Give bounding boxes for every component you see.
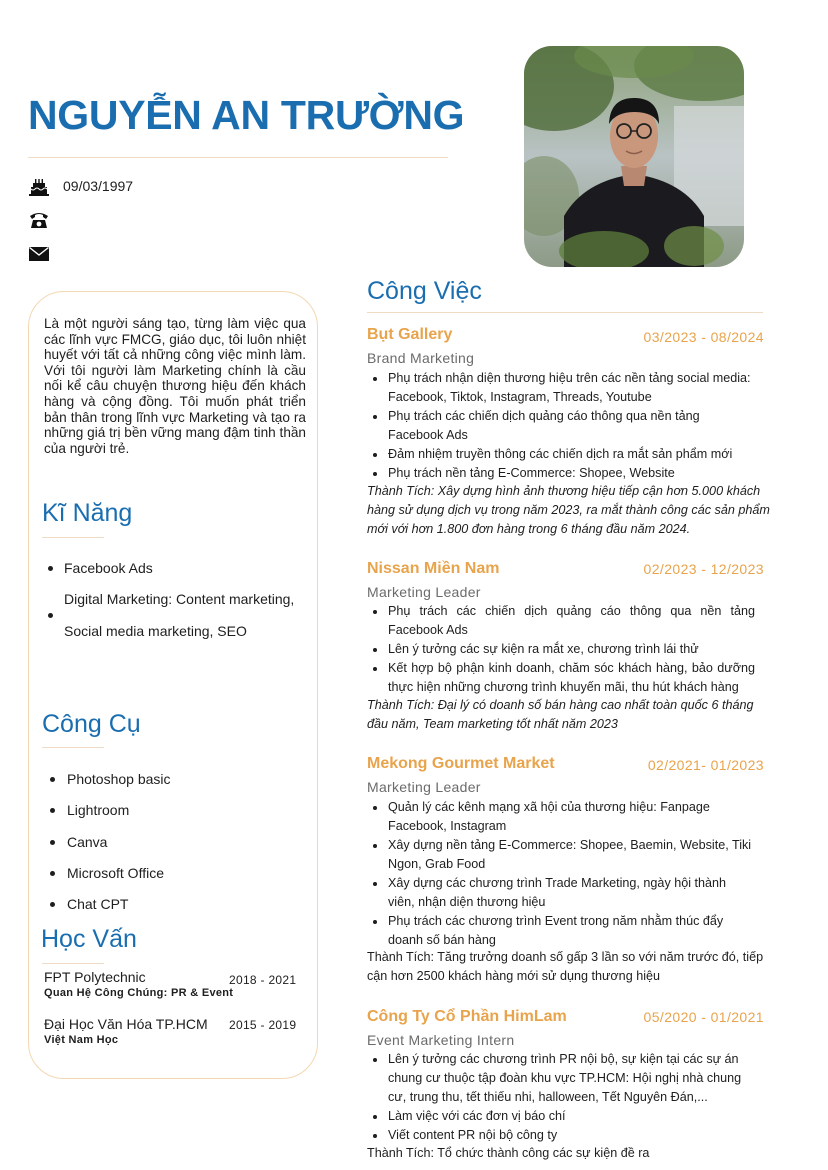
profile-photo (524, 46, 744, 267)
job-duty: Phụ trách các chương trình Event trong năm nhằm thúc đẩy doanh số bán hàng (367, 912, 755, 950)
skill-item: Digital Marketing: Content marketing, Social media marketing, SEO (42, 584, 310, 647)
job-duty: Lên ý tưởng các sự kiện ra mắt xe, chương trình lái thử (367, 640, 755, 659)
edu-major: Việt Nam Học (44, 1034, 119, 1046)
tool-item: Photoshop basic (44, 764, 304, 795)
tool-item: Lightroom (44, 795, 304, 826)
job-dates: 02/2021- 01/2023 (647, 757, 764, 773)
work-divider (367, 312, 763, 313)
job-duty: Viết content PR nội bộ công ty (367, 1126, 755, 1145)
job-duty: Lên ý tưởng các chương trình PR nội bộ, sự kiện tại các sự án chung cư thuộc tập đoàn khu vực TP.HCM: Hội nghị nhà chung cư, trung thu, tết thiếu nhi, halloween, Tết Nguyên Đán,... (367, 1050, 755, 1107)
email-row (28, 243, 63, 265)
job-duty: Xây dựng các chương trình Trade Marketing, ngày hội thành viên, nhận diện thương hiệu (367, 874, 755, 912)
about-me-text: Là một người sáng tạo, từng làm việc qua các lĩnh vực FMCG, giáo dục, tôi luôn nhiệt huyết với tất cả những công việc mình làm. Với tôi người làm Marketing chính là cầu nối kể câu chuyện thương hiệu đến khách hàng và cộng đồng. Tôi muốn phát triển bản thân trong lĩnh vực Marketing và tạo ra những giá trị bền vững mang đậm tinh thần của người trẻ. (44, 316, 306, 456)
tools-list (44, 764, 304, 920)
skills-divider (42, 537, 104, 538)
job-duty: Quản lý các kênh mạng xã hội của thương hiệu: Fanpage Facebook, Instagram (367, 798, 755, 836)
job-duties (367, 798, 755, 950)
job-company: Bụt Gallery (367, 326, 453, 343)
job-company: Mekong Gourmet Market (367, 755, 555, 772)
job-duty: Phụ trách nền tảng E-Commerce: Shopee, Website (367, 464, 755, 483)
work-title: Công Việc (367, 277, 482, 305)
envelope-icon (28, 244, 50, 264)
job-duties (367, 602, 755, 697)
job-duties (367, 369, 755, 483)
job-duty: Xây dựng nền tảng E-Commerce: Shopee, Baemin, Website, Tiki Ngon, Grab Food (367, 836, 755, 874)
birthday-row (28, 175, 133, 197)
job-achievement: Thành Tích: Tổ chức thành công các sự kiện đề ra (367, 1146, 650, 1160)
education-divider (42, 963, 104, 964)
job-role: Marketing Leader (367, 779, 481, 795)
skill-item: Facebook Ads (42, 553, 310, 584)
education-title: Học Vấn (41, 925, 137, 953)
job-role: Marketing Leader (367, 584, 481, 600)
job-dates: 02/2023 - 12/2023 (643, 561, 764, 577)
job-duty: Làm việc với các đơn vị báo chí (367, 1107, 755, 1126)
job-dates: 03/2023 - 08/2024 (643, 329, 764, 345)
edu-school: Đại Học Văn Hóa TP.HCM (44, 1016, 208, 1032)
job-achievement: Thành Tích: Xây dựng hình ảnh thương hiệu tiếp cận hơn 5.000 khách hàng sử dụng dịch vụ trong năm 2023, ra mắt thành công các sản phẩm mới với hơn 1.800 đơn hàng trong 6 tháng đầu năm 2024. (367, 484, 770, 536)
job-role: Event Marketing Intern (367, 1032, 515, 1048)
tools-title: Công Cụ (42, 710, 141, 738)
edu-school: FPT Polytechnic (44, 969, 146, 985)
name-divider (28, 157, 448, 158)
job-duty: Phụ trách các chiến dịch quảng cáo thông qua nền tảng Facebook Ads (367, 407, 755, 445)
job-role: Brand Marketing (367, 350, 475, 366)
job-achievement: Thành Tích: Tăng trưởng doanh số gấp 3 lần so với năm trước đó, tiếp cận hơn 2500 khách hàng mới sử dụng thương hiệu (367, 950, 764, 983)
job-duty: Đảm nhiệm truyền thông các chiến dịch ra mắt sản phẩm mới (367, 445, 755, 464)
job-company: Công Ty Cổ Phần HimLam (367, 1008, 567, 1025)
tool-item: Microsoft Office (44, 858, 304, 889)
tool-item: Chat CPT (44, 889, 304, 920)
job-dates: 05/2020 - 01/2021 (643, 1009, 764, 1025)
skills-title: Kĩ Năng (42, 499, 133, 527)
edu-years: 2015 - 2019 (229, 1018, 297, 1032)
job-company: Nissan Miền Nam (367, 560, 500, 577)
job-duty: Phụ trách các chiến dịch quảng cáo thông qua nền tảng Facebook Ads (367, 602, 755, 640)
candidate-name: NGUYỄN AN TRƯỜNG (28, 92, 465, 138)
job-duty: Kết hợp bộ phận kinh doanh, chăm sóc khách hàng, bảo dưỡng thực hiện những chương trình khuyến mãi, thu hút khách hàng (367, 659, 755, 697)
edu-years: 2018 - 2021 (229, 973, 297, 987)
birthday-text: 09/03/1997 (63, 178, 134, 194)
job-duties (367, 1050, 755, 1145)
job-duty: Phụ trách nhận diện thương hiệu trên các nền tảng social media: Facebook, Tiktok, Instagram, Threads, Youtube (367, 369, 755, 407)
skills-list (42, 553, 310, 647)
phone-row (28, 209, 63, 231)
cake-icon (28, 176, 50, 196)
job-achievement: Thành Tích: Đại lý có doanh số bán hàng cao nhất toàn quốc 6 tháng đầu năm, Team marketing tốt nhất năm 2023 (367, 698, 754, 731)
phone-icon (28, 210, 50, 230)
tool-item: Canva (44, 827, 304, 858)
tools-divider (42, 747, 104, 748)
edu-major: Quan Hệ Công Chúng: PR & Event (44, 987, 234, 999)
